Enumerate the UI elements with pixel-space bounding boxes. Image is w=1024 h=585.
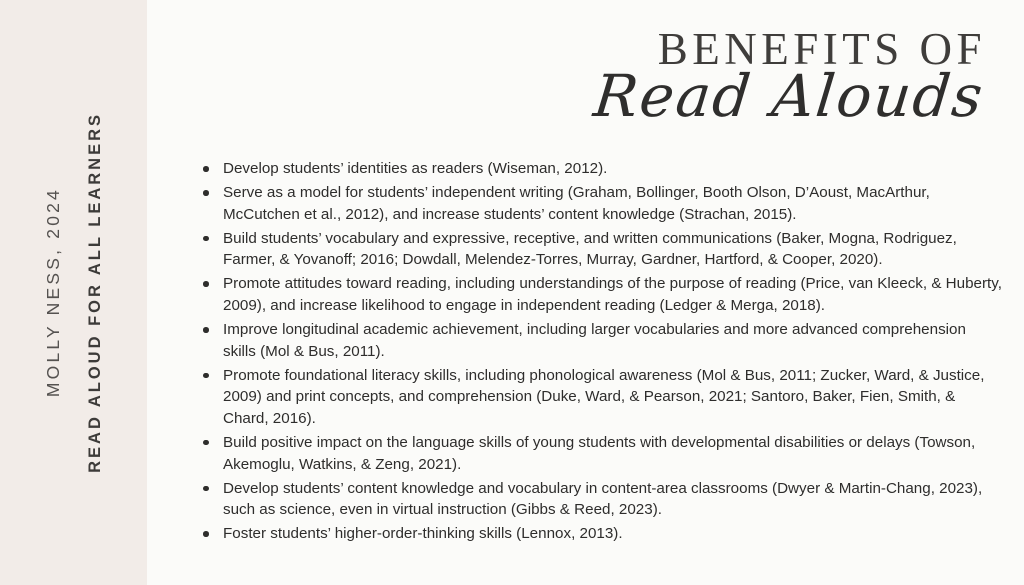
sidebar <box>0 0 147 585</box>
main-content <box>147 0 1024 585</box>
title-line-one: BENEFITS OF <box>657 24 986 74</box>
list-item: Build students’ vocabulary and expressive, receptive, and written communications (Baker, Mogna, Rodriguez, Farmer, & Yovanoff; 2016; Dowdall, Melendez-Torres, Murray, Gardner, Hartford, & Cooper, 2020). <box>201 228 1002 271</box>
title-line-two: Read Alouds <box>590 62 988 131</box>
list-item: Build positive impact on the language skills of young students with developmental disabilities or delays (Towson, Akemoglu, Watkins, & Zeng, 2021). <box>201 432 1002 475</box>
author-label: MOLLY NESS, 2024 <box>42 187 63 398</box>
list-item: Foster students’ higher-order-thinking skills (Lennox, 2013). <box>201 523 1002 545</box>
list-item: Promote attitudes toward reading, including understandings of the purpose of reading (Price, van Kleeck, & Huberty, 2009), and increase likelihood to engage in independent reading (Ledger & Merga, 2018). <box>201 273 1002 316</box>
list-item: Serve as a model for students’ independent writing (Graham, Bollinger, Booth Olson, D’Aoust, MacArthur, McCutchen et al., 2012), and increase students’ content knowledge (Strachan, 2015). <box>201 182 1002 225</box>
list-item: Develop students’ identities as readers (Wiseman, 2012). <box>201 158 1002 180</box>
sidebar-text-group <box>0 0 147 585</box>
list-item: Develop students’ content knowledge and vocabulary in content-area classrooms (Dwyer & Martin-Chang, 2023), such as science, even in virtual instruction (Gibbs & Reed, 2023). <box>201 478 1002 521</box>
book-title-label: READ ALOUD FOR ALL LEARNERS <box>85 112 104 473</box>
benefits-list <box>177 158 1002 547</box>
list-item: Improve longitudinal academic achievement, including larger vocabularies and more advanced comprehension skills (Mol & Bus, 2011). <box>201 319 1002 362</box>
list-item: Promote foundational literacy skills, including phonological awareness (Mol & Bus, 2011; Zucker, Ward, & Justice, 2009) and print concepts, and comprehension (Duke, Ward, & Pearson, 2021; Santoro, Baker, Fien, Smith, & Chard, 2016). <box>201 365 1002 430</box>
page-title <box>354 24 994 131</box>
